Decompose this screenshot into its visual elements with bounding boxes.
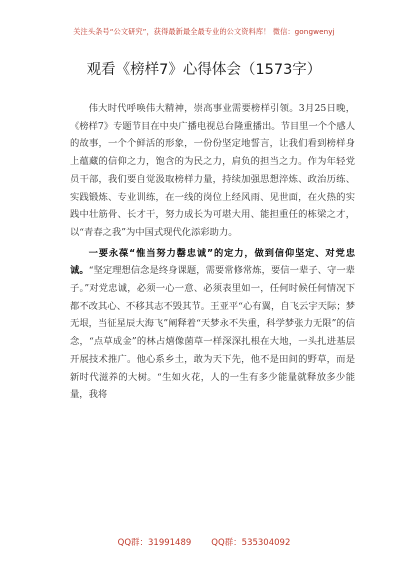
- header-banner: 关注头条号“公文研究”，获得最新最全最专业的公文资料库！ 微信：gongwenyj: [73, 27, 335, 36]
- paragraph-section-one: [70, 245, 355, 404]
- paragraph-intro: 伟大时代呼唤伟大精神，崇高事业需要榜样引领。3月25日晚，《榜样7》专题节目在中央广播电视总台隆重播出。节目里一个个感人的故事，一个个鲜活的形象，一份份坚定地誓言，让我们看到榜样身上蕴藏的信仰之力，饱含的为民之力，肩负的担当之力。作为年轻党员干部，我们要自觉汲取榜样力量，持续加强思想淬炼、政治历练、实践锻炼、专业训练，在一线的岗位上经风雨、见世面，在火热的实践中壮筋骨、长才干，努力成长为可堪大用、能担重任的栋梁之才，以“青春之我”为中国式现代化添彩助力。: [70, 103, 355, 238]
- section-heading: 一要永葆“惟当努力罄忠诚”的定力，做到信仰坚定、对党忠诚。: [70, 247, 355, 277]
- document-body: [70, 100, 355, 404]
- footer-qq-group-1: QQ群：31991489: [117, 538, 192, 548]
- footer-qq-group-2: QQ群：535304092: [211, 538, 291, 548]
- page-title: 观看《榜样7》心得体会（1573字）: [86, 62, 322, 78]
- section-body: “坚定理想信念是终身课题，需要常修常炼，要信一辈子、守一辈子。”对党忠诚，必须一心一意、必须表里如一，任何时候任何情况下都不改其心、不移其志不毁其节。王亚平“心有翼，自飞云宇天际；梦无垠，当征星辰大海飞”阐释着“天梦永不失重，科学梦张力无限”的信念，“点草成金”的林占熺像菌草一样深深扎根在大地，一头扎进基层开展技术推广。他心系乡土，敢为天下先，他不是田间的野草，而是新时代滋养的大树。“生如火花，人的一生有多少能量就释放多少能量，我将: [70, 265, 355, 401]
- footer-contact: [0, 536, 408, 548]
